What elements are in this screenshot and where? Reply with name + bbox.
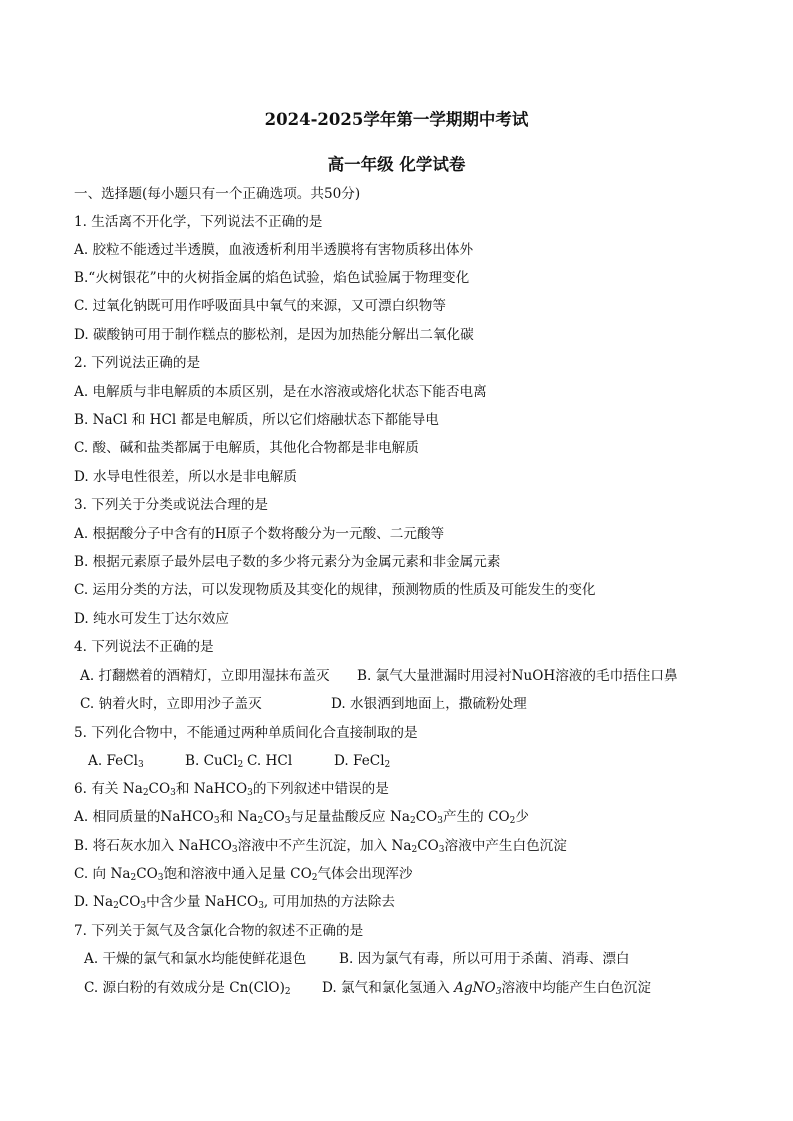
question-1-option-a: A. 胶粒不能透过半透膜，血液透析利用半透膜将有害物质移出体外 [74,242,474,258]
question-2-option-d: D. 水导电性很差，所以水是非电解质 [74,469,297,485]
question-4-stem: 4. 下列说法不正确的是 [74,639,214,655]
question-7-option-b: B. 因为氯气有毒，所以可用于杀菌、消毒、漂白 [339,951,630,967]
question-1-option-c: C. 过氧化钠既可用作呼吸面具中氧气的来源，又可漂白织物等 [74,298,446,314]
exam-title: 2024-2025学年第一学期期中考试 [264,110,529,129]
question-4-row-2 [80,695,740,713]
question-3-option-b: B. 根据元素原子最外层电子数的多少将元素分为金属元素和非金属元素 [74,554,501,570]
question-4-option-c: C. 钠着火时，立即用沙子盖灭 [80,696,262,712]
question-5-option-a: A. FeCl$_3$ [88,753,144,770]
exam-subtitle: 高一年级 化学试卷 [327,155,466,174]
question-2-stem: 2. 下列说法正确的是 [74,355,201,371]
question-4-option-b: B. 氯气大量泄漏时用浸衬NuOH溶液的毛巾捂住口鼻 [357,668,678,684]
question-2-option-b: B. NaCl 和 HCl 都是电解质，所以它们熔融状态下都能导电 [74,412,439,428]
question-7-row-1 [84,950,744,968]
question-6-option-a: A. 相同质量的NaHCO$_3$和 $Na_2CO_3$与足量盐酸反应 $Na_2CO_3$产生的 $CO_2$少 [74,809,529,826]
question-2-option-c: C. 酸、碱和盐类都属于电解质，其他化合物都是非电解质 [74,440,419,456]
question-5-option-b: B. CuCl$_2$ [185,753,244,770]
question-7-option-a: A. 干燥的氯气和氯水均能使鲜花退色 [84,951,307,967]
question-3-option-a: A. 根据酸分子中含有的H原子个数将酸分为一元酸、二元酸等 [74,526,445,542]
question-7-stem: 7. 下列关于氮气及含氯化合物的叙述不正确的是 [74,923,364,939]
question-5-stem: 5. 下列化合物中，不能通过两种单质间化合直接制取的是 [74,725,418,741]
question-2-option-a: A. 电解质与非电解质的本质区别，是在水溶液或熔化状态下能否电离 [74,384,487,400]
question-7-row-2 [84,979,744,997]
question-5-option-d: D. FeCl$_2$ [334,753,391,770]
question-5-option-c: C. HCl [247,753,293,769]
question-1-stem: 1. 生活离不开化学，下列说法不正确的是 [74,214,323,230]
question-6-option-b: B. 将石灰水加入 NaHCO$_3$溶液中不产生沉淀，加入 $Na_2CO_3$溶液中产生白色沉淀 [74,838,567,855]
section-heading: 一、选择题(每小题只有一个正确选项。共50分) [74,186,361,202]
question-7-option-c: C. 源白粉的有效成分是 $Cn(ClO)_2$ [84,980,291,997]
question-1-option-d: D. 碳酸钠可用于制作糕点的膨松剂，是因为加热能分解出二氧化碳 [74,327,474,343]
question-6-option-d: D. $Na_2CO_3$中含少量 NaHCO$_3$, 可用加热的方法除去 [74,894,395,911]
question-6-stem: 6. 有关 $Na_2CO_3$和 NaHCO$_3$的下列叙述中错误的是 [74,781,389,798]
question-4-option-d: D. 水银洒到地面上，撒硫粉处理 [331,696,527,712]
question-5-options [88,752,748,770]
question-3-stem: 3. 下列关于分类或说法合理的是 [74,497,269,513]
question-3-option-c: C. 运用分类的方法，可以发现物质及其变化的规律，预测物质的性质及可能发生的变化 [74,582,596,598]
question-4-row-1 [80,667,740,685]
question-4-option-a: A. 打翻燃着的酒精灯，立即用湿抹布盖灭 [80,668,330,684]
question-3-option-d: D. 纯水可发生丁达尔效应 [74,611,229,627]
question-1-option-b: B.“火树银花”中的火树指金属的焰色试验，焰色试验属于物理变化 [74,270,470,286]
question-7-option-d: D. 氯气和氯化氢通入 AgNO$_3$溶液中均能产生白色沉淀 [322,980,651,997]
question-6-option-c: C. 向 $Na_2CO_3$饱和溶液中通入足量 $CO_2$气体会出现浑沙 [74,866,413,883]
